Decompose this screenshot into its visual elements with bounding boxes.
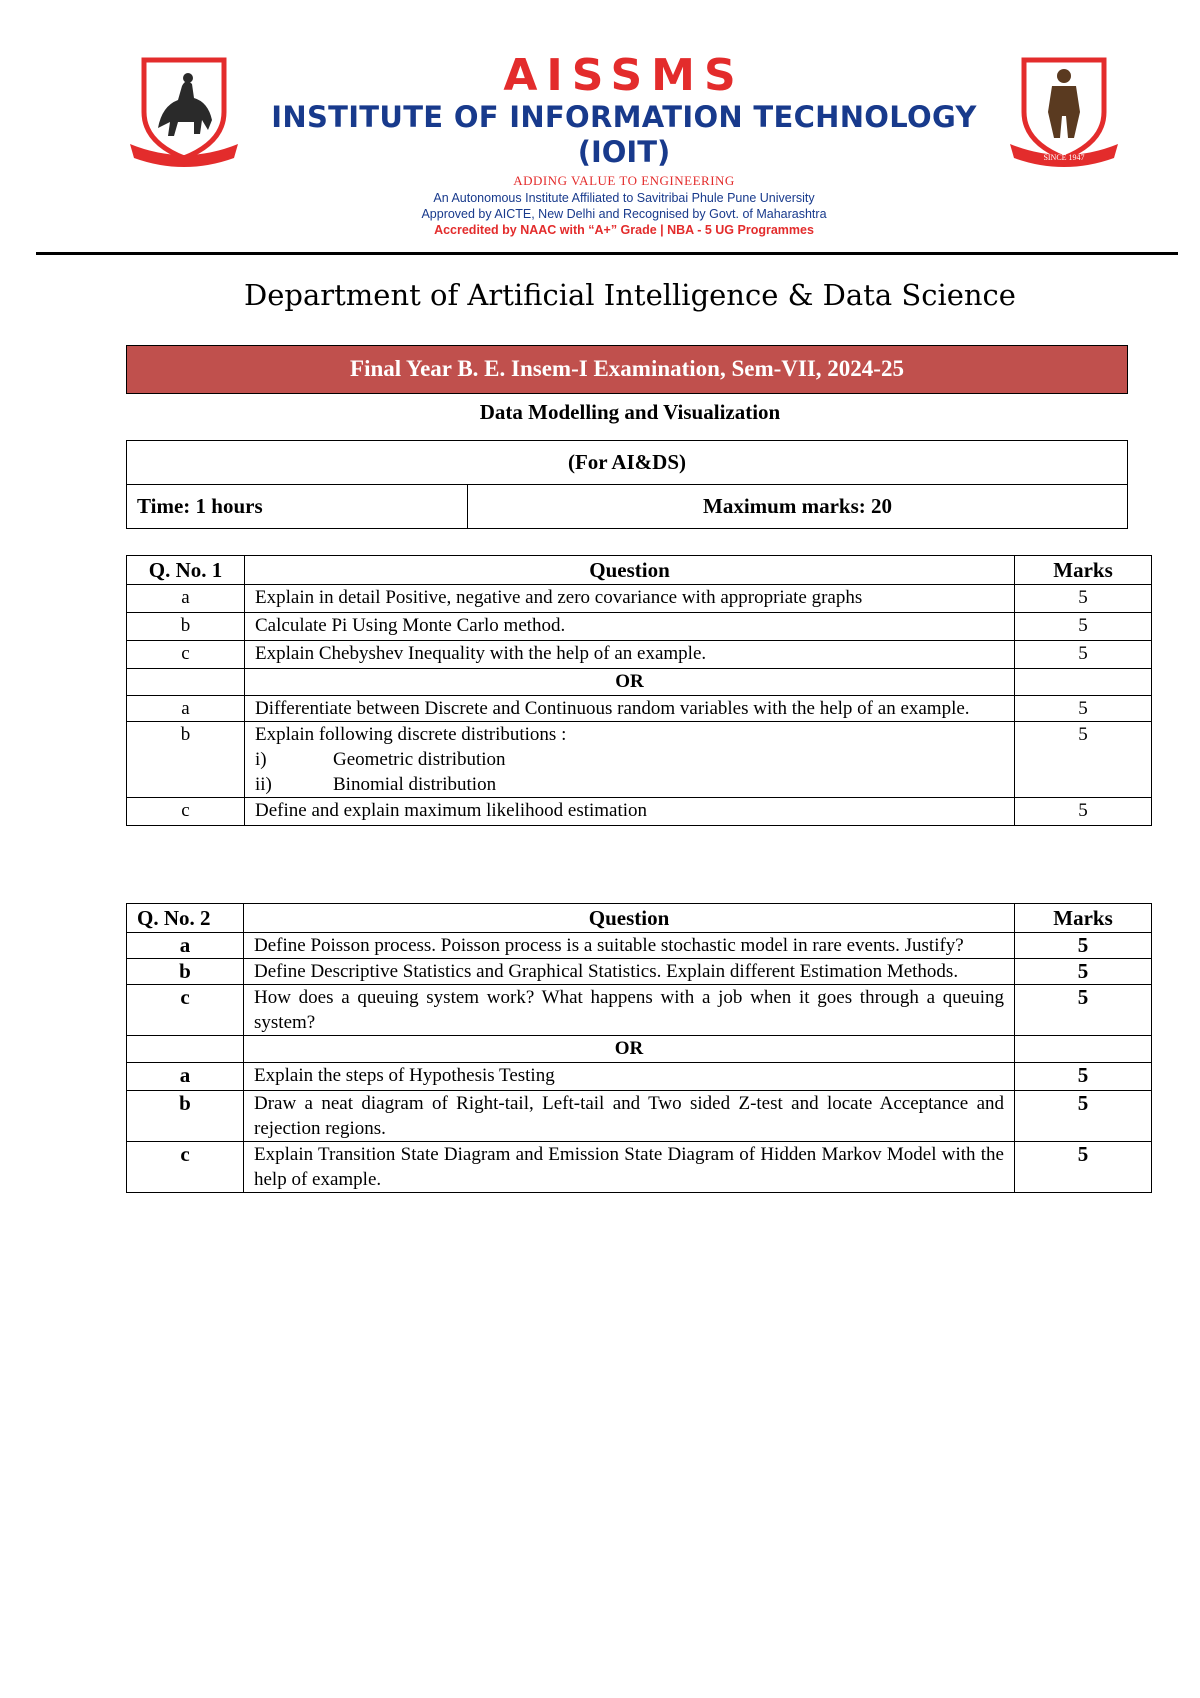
sub-question-label: a bbox=[127, 585, 245, 613]
institute-name: INSTITUTE OF INFORMATION TECHNOLOGY bbox=[271, 100, 977, 134]
question-text: Explain following discrete distributions : bbox=[255, 724, 567, 745]
equestrian-statue-emblem-icon bbox=[128, 50, 240, 170]
marks-value: 5 bbox=[1015, 959, 1152, 985]
question-1-table bbox=[126, 555, 1152, 826]
sub-question-label: b bbox=[127, 613, 245, 641]
question-text: Draw a neat diagram of Right-tail, Left-tail and Two sided Z-test and locate Acceptance and rejection regions. bbox=[244, 1091, 1015, 1142]
marks-header: Marks bbox=[1015, 904, 1152, 933]
question-text: Differentiate between Discrete and Continuous random variables with the help of an example. bbox=[245, 696, 1015, 722]
or-row bbox=[127, 669, 1152, 696]
list-text: Binomial distribution bbox=[333, 774, 497, 795]
table-row bbox=[127, 696, 1152, 722]
list-number: i) bbox=[255, 749, 267, 770]
accreditation-line: Accredited by NAAC with “A+” Grade | NBA - 5 UG Programmes bbox=[434, 223, 814, 237]
question-text: Explain in detail Positive, negative and zero covariance with appropriate graphs bbox=[245, 585, 1015, 613]
question-header: Question bbox=[244, 904, 1015, 933]
question-text-with-list bbox=[245, 722, 1015, 798]
list-text: Geometric distribution bbox=[333, 749, 506, 770]
list-item bbox=[255, 747, 1004, 772]
table-row bbox=[127, 1142, 1152, 1193]
letterhead bbox=[120, 48, 1128, 250]
empty-cell bbox=[127, 669, 245, 696]
sub-question-label: c bbox=[127, 985, 244, 1036]
sub-question-label: c bbox=[127, 1142, 244, 1193]
marks-value: 5 bbox=[1015, 722, 1152, 798]
table-row bbox=[127, 959, 1152, 985]
question-2-table bbox=[126, 903, 1152, 1193]
header-divider bbox=[36, 252, 1178, 255]
table-row bbox=[127, 798, 1152, 826]
question-header: Question bbox=[245, 556, 1015, 585]
institute-abbr: (IOIT) bbox=[577, 135, 671, 169]
marks-value: 5 bbox=[1015, 613, 1152, 641]
sub-question-label: c bbox=[127, 641, 245, 669]
marks-value: 5 bbox=[1015, 696, 1152, 722]
marks-value: 5 bbox=[1015, 585, 1152, 613]
table-row bbox=[127, 641, 1152, 669]
sub-question-label: b bbox=[127, 722, 245, 798]
marks-value: 5 bbox=[1015, 985, 1152, 1036]
table-row bbox=[127, 613, 1152, 641]
table-row bbox=[127, 985, 1152, 1036]
list-number: ii) bbox=[255, 774, 272, 795]
approval-line: Approved by AICTE, New Delhi and Recognised by Govt. of Maharashtra bbox=[421, 207, 827, 221]
since-year-label: SINCE 1947 bbox=[1043, 153, 1085, 162]
question-text: Explain the steps of Hypothesis Testing bbox=[244, 1063, 1015, 1091]
or-label: OR bbox=[245, 669, 1015, 696]
question-text: Explain Chebyshev Inequality with the help of an example. bbox=[245, 641, 1015, 669]
marks-value: 5 bbox=[1015, 1142, 1152, 1193]
marks-value: 5 bbox=[1015, 1091, 1152, 1142]
question-text: Define Descriptive Statistics and Graphical Statistics. Explain different Estimation Methods. bbox=[244, 959, 1015, 985]
exam-info-table bbox=[126, 440, 1128, 529]
empty-cell bbox=[127, 1036, 244, 1063]
marks-value: 5 bbox=[1015, 1063, 1152, 1091]
letterhead-text bbox=[252, 48, 996, 238]
empty-cell bbox=[1015, 669, 1152, 696]
or-row bbox=[127, 1036, 1152, 1063]
brand-name: AISSMS bbox=[503, 50, 745, 101]
tagline: ADDING VALUE TO ENGINEERING bbox=[513, 173, 735, 188]
marks-value: 5 bbox=[1015, 798, 1152, 826]
maximum-marks: Maximum marks: 20 bbox=[468, 485, 1128, 529]
or-label: OR bbox=[244, 1036, 1015, 1063]
table-header-row bbox=[127, 904, 1152, 933]
standing-statue-emblem-icon bbox=[1008, 50, 1120, 170]
affiliation-line: An Autonomous Institute Affiliated to Savitribai Phule Pune University bbox=[433, 191, 815, 205]
empty-cell bbox=[1015, 1036, 1152, 1063]
sub-question-label: a bbox=[127, 696, 245, 722]
question-text: Define Poisson process. Poisson process is a suitable stochastic model in rare events. Justify? bbox=[244, 933, 1015, 959]
exam-time: Time: 1 hours bbox=[127, 485, 468, 529]
exam-title-bar: Final Year B. E. Insem-I Examination, Sem-VII, 2024-25 bbox=[126, 345, 1128, 394]
list-item bbox=[255, 772, 1004, 797]
question-text: Explain Transition State Diagram and Emission State Diagram of Hidden Markov Model with the help of example. bbox=[244, 1142, 1015, 1193]
marks-value: 5 bbox=[1015, 641, 1152, 669]
sub-question-label: a bbox=[127, 1063, 244, 1091]
sub-question-label: b bbox=[127, 1091, 244, 1142]
table-row bbox=[127, 933, 1152, 959]
marks-value: 5 bbox=[1015, 933, 1152, 959]
question-number-header: Q. No. 2 bbox=[127, 904, 244, 933]
department-title: Department of Artificial Intelligence & Data Science bbox=[244, 278, 1016, 312]
sub-question-label: a bbox=[127, 933, 244, 959]
table-row bbox=[127, 585, 1152, 613]
subject-title: Data Modelling and Visualization bbox=[479, 400, 781, 424]
table-row bbox=[127, 722, 1152, 798]
question-text: Calculate Pi Using Monte Carlo method. bbox=[245, 613, 1015, 641]
question-text: Define and explain maximum likelihood estimation bbox=[245, 798, 1015, 826]
marks-header: Marks bbox=[1015, 556, 1152, 585]
for-branch-label: (For AI&DS) bbox=[127, 441, 1128, 485]
table-row bbox=[127, 1063, 1152, 1091]
table-row bbox=[127, 1091, 1152, 1142]
question-text: How does a queuing system work? What happens with a job when it goes through a queuing system? bbox=[244, 985, 1015, 1036]
table-header-row bbox=[127, 556, 1152, 585]
sub-question-label: b bbox=[127, 959, 244, 985]
sub-question-label: c bbox=[127, 798, 245, 826]
question-number-header: Q. No. 1 bbox=[127, 556, 245, 585]
